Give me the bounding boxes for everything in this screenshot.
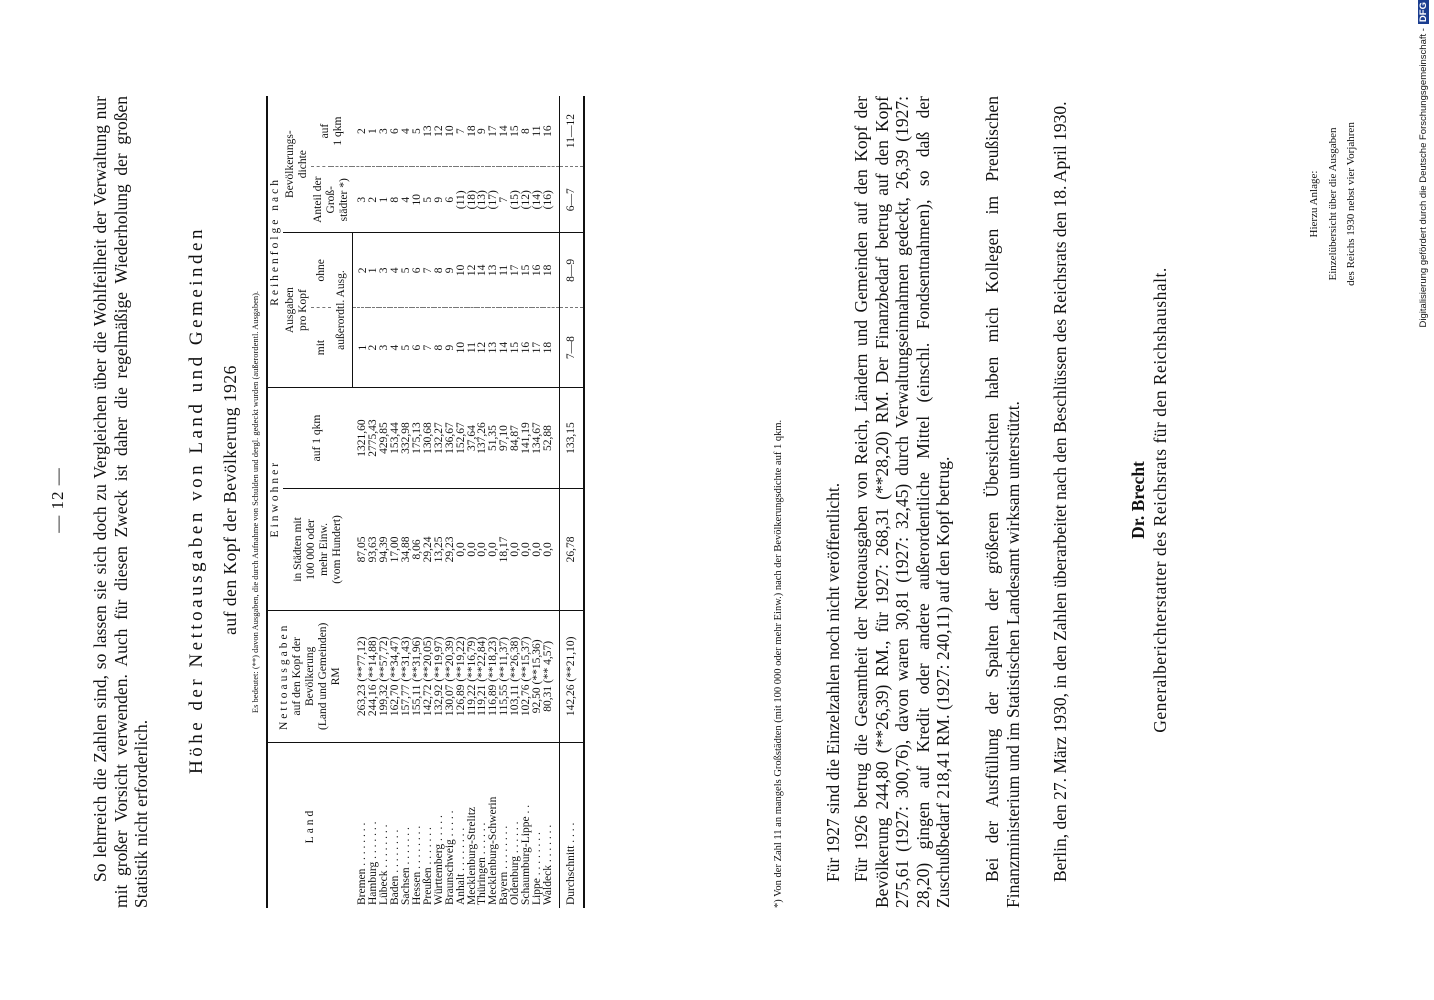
cell-land: Preußen . . . . . . . bbox=[421, 827, 434, 905]
paragraph-berlin bbox=[1050, 96, 1071, 908]
cell-ohne: 15 bbox=[521, 233, 532, 308]
average-dichte: 11—12 bbox=[559, 96, 583, 167]
cell-dichte: 2 bbox=[352, 96, 368, 167]
cell-qkm: 51,35 bbox=[488, 387, 499, 489]
table-row bbox=[456, 96, 467, 908]
cell-anteil: (17) bbox=[488, 167, 499, 233]
cell-staedte: 8,06 bbox=[412, 489, 423, 610]
cell-ohne: 13 bbox=[488, 233, 499, 308]
table-row bbox=[467, 96, 478, 908]
cell-land: Oldenburg . . . . . . bbox=[509, 821, 522, 905]
cell-anteil: 5 bbox=[423, 167, 434, 233]
header-ausserordentl: außerordtl. Ausg. bbox=[331, 233, 352, 387]
cell-netto: 199,32 (**57,72) bbox=[379, 610, 390, 742]
header-einw-staedte: in Städten mit 100 000 oder mehr Einw. (vom Hundert) bbox=[283, 489, 352, 610]
paragraph-1927 bbox=[823, 96, 844, 908]
cell-ohne: 16 bbox=[532, 233, 543, 308]
anlage-note bbox=[1305, 44, 1361, 364]
cell-netto: 142,72 (**20,05) bbox=[423, 610, 434, 742]
header-reihenfolge: Reihenfolge nach bbox=[267, 96, 283, 387]
cell-ohne: 2 bbox=[352, 233, 368, 308]
cell-ohne: 12 bbox=[467, 233, 478, 308]
cell-land: Schaumburg-Lippe . . bbox=[520, 804, 533, 905]
cell-mit: 10 bbox=[456, 308, 467, 387]
cell-qkm: 1321,60 bbox=[352, 387, 368, 489]
cell-land: Thüringen . . . . . . bbox=[476, 822, 489, 905]
cell-anteil: 10 bbox=[412, 167, 423, 233]
cell-qkm: 332,98 bbox=[401, 387, 412, 489]
paragraph-thanks bbox=[982, 96, 1023, 908]
cell-dichte: 4 bbox=[401, 96, 412, 167]
cell-qkm: 137,26 bbox=[477, 387, 488, 489]
cell-mit: 15 bbox=[510, 308, 521, 387]
cell-land: Mecklenburg-Strelitz bbox=[465, 806, 478, 905]
cell-ohne: 3 bbox=[379, 233, 390, 308]
paragraph-1926-text: Für 1926 betrug die Gesamtheit der Nettoausgaben von Reich, Ländern und Gemeinden auf den Kopf der Bevölkerung 244,80 (**26,39) RM., für 1927: 268,31 (**28,20) RM. Der Finanzbedarf betrug auf den Kopf 275,61 (1927: 300,76), davon waren 30,81 (1927: 32,45) durch Verwaltungseinnahmen gedeckt, 26,39 (1927: 28,20) gingen auf Kredit oder andere außerordentliche Mittel (einschl. Fondsentnahmen), so daß der Zuschußbedarf 218,41 RM. (1927: 240,11) auf den Kopf betrug. bbox=[851, 96, 953, 908]
table-row bbox=[521, 96, 532, 908]
cell-qkm: 175,13 bbox=[412, 387, 423, 489]
cell-ohne: 1 bbox=[368, 233, 379, 308]
cell-qkm: 429,85 bbox=[379, 387, 390, 489]
cell-staedte: 18,17 bbox=[499, 489, 510, 610]
cell-dichte: 1 bbox=[368, 96, 379, 167]
cell-anteil: (18) bbox=[467, 167, 478, 233]
cell-netto: 92,50 (**15,36) bbox=[532, 610, 543, 742]
cell-netto: 116,89 (**18,23) bbox=[488, 610, 499, 742]
cell-mit: 16 bbox=[521, 308, 532, 387]
paragraph-thanks-text: Bei der Ausfüllung der Spalten der größeren Übersichten haben mich Kollegen im Preußischen Finanzministerium und im Statistischen Landesamt wirksam unterstützt. bbox=[982, 96, 1023, 908]
cell-mit: 11 bbox=[467, 308, 478, 387]
table-row bbox=[401, 96, 412, 908]
header-mit: mit bbox=[311, 308, 331, 387]
cell-qkm: 52,88 bbox=[543, 387, 559, 489]
cell-mit: 13 bbox=[488, 308, 499, 387]
header-ausgaben: Ausgaben pro Kopf bbox=[283, 233, 311, 387]
cell-staedte: 94,39 bbox=[379, 489, 390, 610]
cell-staedte: 93,63 bbox=[368, 489, 379, 610]
cell-land: Württemberg . . . . . bbox=[432, 815, 445, 905]
cell-netto: 155,11 (**31,96) bbox=[412, 610, 423, 742]
cell-qkm: 130,68 bbox=[423, 387, 434, 489]
table-row bbox=[532, 96, 543, 908]
cell-mit: 3 bbox=[379, 308, 390, 387]
table-title: Höhe der Nettoausgaben von Land und Gemeinden bbox=[186, 226, 207, 774]
cell-anteil: (11) bbox=[456, 167, 467, 233]
cell-ohne: 4 bbox=[390, 233, 401, 308]
cell-ohne: 6 bbox=[412, 233, 423, 308]
cell-staedte: 0,0 bbox=[543, 489, 559, 610]
cell-netto: 130,07 (**20,39) bbox=[445, 610, 456, 742]
average-mit: 7—8 bbox=[559, 308, 583, 387]
cell-netto: 102,76 (**15,37) bbox=[521, 610, 532, 742]
cell-netto: 103,11 (**26,38) bbox=[510, 610, 521, 742]
cell-anteil: (13) bbox=[477, 167, 488, 233]
cell-staedte: 0,0 bbox=[477, 489, 488, 610]
intro-text: So lehrreich die Zahlen sind, so lassen sie sich doch zu Vergleichen über die Wohlfeilheit der Verwaltung nur mit großer Vorsicht verwenden. Auch für diesen Zweck ist daher die regelmäßige Wiederholung der großen Statistik nicht erforderlich. bbox=[90, 96, 151, 908]
cell-qkm: 152,67 bbox=[456, 387, 467, 489]
cell-ohne: 11 bbox=[499, 233, 510, 308]
cell-staedte: 0,0 bbox=[488, 489, 499, 610]
cell-land: Bremen . . . . . . . . bbox=[356, 822, 369, 905]
cell-mit: 12 bbox=[477, 308, 488, 387]
cell-land: Lübeck . . . . . . . . bbox=[378, 824, 391, 905]
cell-netto: 132,92 (**19,97) bbox=[434, 610, 445, 742]
header-einwohner: Einwohner bbox=[267, 387, 283, 610]
cell-anteil: 3 bbox=[352, 167, 368, 233]
table-body bbox=[352, 96, 584, 908]
cell-staedte: 0,0 bbox=[467, 489, 478, 610]
cell-qkm: 136,67 bbox=[445, 387, 456, 489]
cell-land: Mecklenburg-Schwerin bbox=[487, 796, 500, 905]
table-row bbox=[352, 96, 368, 908]
cell-mit: 2 bbox=[368, 308, 379, 387]
cell-mit: 18 bbox=[543, 308, 559, 387]
header-land: Land bbox=[267, 743, 352, 908]
table-row bbox=[412, 96, 423, 908]
cell-mit: 8 bbox=[434, 308, 445, 387]
cell-ohne: 10 bbox=[456, 233, 467, 308]
average-ohne: 8—9 bbox=[559, 233, 583, 308]
header-ohne: ohne bbox=[311, 233, 331, 308]
expenditure-table bbox=[266, 96, 585, 908]
cell-netto: 263,23 (**77,12) bbox=[352, 610, 368, 742]
cell-netto: 115,55 (**11,37) bbox=[499, 610, 510, 742]
table-row bbox=[499, 96, 510, 908]
cell-dichte: 14 bbox=[499, 96, 510, 167]
cell-anteil: 2 bbox=[368, 167, 379, 233]
cell-ohne: 14 bbox=[477, 233, 488, 308]
page-number: — 12 — bbox=[48, 467, 67, 533]
cell-netto: 126,89 (**19,22) bbox=[456, 610, 467, 742]
paragraph-1926 bbox=[851, 96, 954, 908]
cell-anteil: 4 bbox=[401, 167, 412, 233]
cell-staedte: 13,25 bbox=[434, 489, 445, 610]
cell-land: Bayern . . . . . . . . bbox=[498, 825, 511, 905]
digitization-text: Digitalisierung gefördert durch die Deutsche Forschungsgemeinschaft - bbox=[1418, 28, 1429, 328]
cell-staedte: 0,0 bbox=[510, 489, 521, 610]
anlage-line-1: Hierzu Anlage: bbox=[1308, 170, 1320, 238]
cell-mit: 4 bbox=[390, 308, 401, 387]
cell-qkm: 2775,43 bbox=[368, 387, 379, 489]
cell-netto: 119,21 (**22,84) bbox=[477, 610, 488, 742]
table-row bbox=[543, 96, 559, 908]
intro-paragraph bbox=[90, 96, 152, 908]
anlage-line-3: des Reichs 1930 nebst vier Vorjahren bbox=[1345, 122, 1357, 286]
cell-dichte: 9 bbox=[477, 96, 488, 167]
cell-dichte: 18 bbox=[467, 96, 478, 167]
cell-anteil: 8 bbox=[390, 167, 401, 233]
cell-dichte: 7 bbox=[456, 96, 467, 167]
cell-netto: 244,16 (**14,88) bbox=[368, 610, 379, 742]
header-auf-qkm: auf 1 qkm bbox=[311, 96, 352, 167]
table-row bbox=[423, 96, 434, 908]
cell-dichte: 3 bbox=[379, 96, 390, 167]
cell-mit: 9 bbox=[445, 308, 456, 387]
cell-staedte: 0,0 bbox=[521, 489, 532, 610]
table-row bbox=[390, 96, 401, 908]
cell-mit: 7 bbox=[423, 308, 434, 387]
cell-ohne: 17 bbox=[510, 233, 521, 308]
cell-dichte: 8 bbox=[521, 96, 532, 167]
cell-land: Waldeck . . . . . . . bbox=[541, 824, 554, 905]
cell-staedte: 17,00 bbox=[390, 489, 401, 610]
cell-land: Baden . . . . . . . . bbox=[389, 829, 402, 905]
dfg-logo: DFG bbox=[1418, 2, 1429, 23]
header-anteil-grossstaedter: Anteil der Groß- städter *) bbox=[311, 167, 352, 233]
header-bevoelkerungsdichte: Bevölkerungs- dichte bbox=[283, 96, 311, 233]
cell-ohne: 18 bbox=[543, 233, 559, 308]
cell-land: Sachsen . . . . . . . bbox=[400, 827, 413, 905]
digitization-credit bbox=[1418, 0, 1429, 1000]
cell-qkm: 97,10 bbox=[499, 387, 510, 489]
average-qkm: 133,15 bbox=[559, 387, 583, 489]
table-footnote: *) Von der Zahl 11 an mangels Großstädten (mit 100 000 oder mehr Einw.) nach der Bevölkerungsdichte auf 1 qkm. bbox=[773, 419, 784, 908]
header-netto: Nettoausgaben auf den Kopf der Bevölkerung (Land und Gemeinden) RM bbox=[267, 610, 352, 742]
table-row bbox=[488, 96, 499, 908]
cell-mit: 6 bbox=[412, 308, 423, 387]
cell-mit: 5 bbox=[401, 308, 412, 387]
cell-dichte: 5 bbox=[412, 96, 423, 167]
table-subtitle: auf den Kopf der Bevölkerung 1926 bbox=[220, 365, 240, 635]
average-land: Durchschnitt . . . . bbox=[559, 743, 583, 908]
cell-ohne: 7 bbox=[423, 233, 434, 308]
cell-netto: 80,31 (** 4,57) bbox=[543, 610, 559, 742]
table-row bbox=[445, 96, 456, 908]
cell-ohne: 5 bbox=[401, 233, 412, 308]
cell-qkm: 153,44 bbox=[390, 387, 401, 489]
cell-dichte: 12 bbox=[434, 96, 445, 167]
cell-land: Hessen . . . . . . . . bbox=[411, 825, 424, 905]
table-row bbox=[368, 96, 379, 908]
cell-dichte: 11 bbox=[532, 96, 543, 167]
cell-qkm: 134,67 bbox=[532, 387, 543, 489]
cell-land: Hamburg . . . . . . . bbox=[367, 821, 380, 905]
cell-qkm: 141,19 bbox=[521, 387, 532, 489]
cell-netto: 162,70 (**34,47) bbox=[390, 610, 401, 742]
cell-anteil: (14) bbox=[532, 167, 543, 233]
anlage-line-2: Einzelübersicht über die Ausgaben bbox=[1326, 127, 1339, 281]
cell-anteil: 9 bbox=[434, 167, 445, 233]
cell-staedte: 29,23 bbox=[445, 489, 456, 610]
cell-qkm: 37,64 bbox=[467, 387, 478, 489]
cell-land: Lippe . . . . . . . . bbox=[531, 832, 543, 905]
cell-anteil: (12) bbox=[521, 167, 532, 233]
cell-netto: 157,77 (**31,43) bbox=[401, 610, 412, 742]
cell-staedte: 34,88 bbox=[401, 489, 412, 610]
cell-qkm: 132,27 bbox=[434, 387, 445, 489]
cell-staedte: 87,05 bbox=[352, 489, 368, 610]
signature-title: Generalberichterstatter des Reichsrats für den Reichshaushalt. bbox=[1150, 267, 1170, 733]
cell-anteil: 7 bbox=[499, 167, 510, 233]
cell-anteil: (15) bbox=[510, 167, 521, 233]
header-row bbox=[267, 96, 283, 908]
cell-staedte: 29,24 bbox=[423, 489, 434, 610]
cell-mit: 1 bbox=[352, 308, 368, 387]
average-staedte: 26,78 bbox=[559, 489, 583, 610]
cell-staedte: 0,0 bbox=[532, 489, 543, 610]
cell-dichte: 13 bbox=[423, 96, 434, 167]
cell-dichte: 6 bbox=[390, 96, 401, 167]
average-netto: 142,26 (**21,10) bbox=[559, 610, 583, 742]
cell-qkm: 84,87 bbox=[510, 387, 521, 489]
cell-mit: 14 bbox=[499, 308, 510, 387]
cell-land: Anhalt . . . . . . . . bbox=[454, 827, 467, 905]
average-row bbox=[559, 96, 583, 908]
table-note: Es bedeutet: (**) davon Ausgaben, die durch Aufnahme von Schulden und dergl. gedeckt wurden (außerordentl. Ausgaben). bbox=[250, 290, 260, 714]
cell-mit: 17 bbox=[532, 308, 543, 387]
cell-dichte: 10 bbox=[445, 96, 456, 167]
cell-anteil: (16) bbox=[543, 167, 559, 233]
cell-dichte: 17 bbox=[488, 96, 499, 167]
average-anteil: 6—7 bbox=[559, 167, 583, 233]
cell-anteil: 1 bbox=[379, 167, 390, 233]
signature-name: Dr. Brecht bbox=[1128, 461, 1148, 539]
table-row bbox=[510, 96, 521, 908]
cell-netto: 119,22 (**16,79) bbox=[467, 610, 478, 742]
cell-dichte: 16 bbox=[543, 96, 559, 167]
cell-staedte: 0,0 bbox=[456, 489, 467, 610]
table-row bbox=[379, 96, 390, 908]
header-einw-qkm: auf 1 qkm bbox=[283, 387, 352, 489]
paragraph-1927-text: Für 1927 sind die Einzelzahlen noch nicht veröffentlicht. bbox=[823, 482, 843, 882]
cell-land: Braunschweig . . . . . bbox=[443, 810, 456, 905]
cell-anteil: 6 bbox=[445, 167, 456, 233]
cell-ohne: 8 bbox=[434, 233, 445, 308]
table-row bbox=[434, 96, 445, 908]
cell-ohne: 9 bbox=[445, 233, 456, 308]
paragraph-berlin-text: Berlin, den 27. März 1930, in den Zahlen überarbeitet nach den Beschlüssen des Reichsrats den 18. April 1930. bbox=[1050, 101, 1070, 882]
cell-dichte: 15 bbox=[510, 96, 521, 167]
table-row bbox=[477, 96, 488, 908]
